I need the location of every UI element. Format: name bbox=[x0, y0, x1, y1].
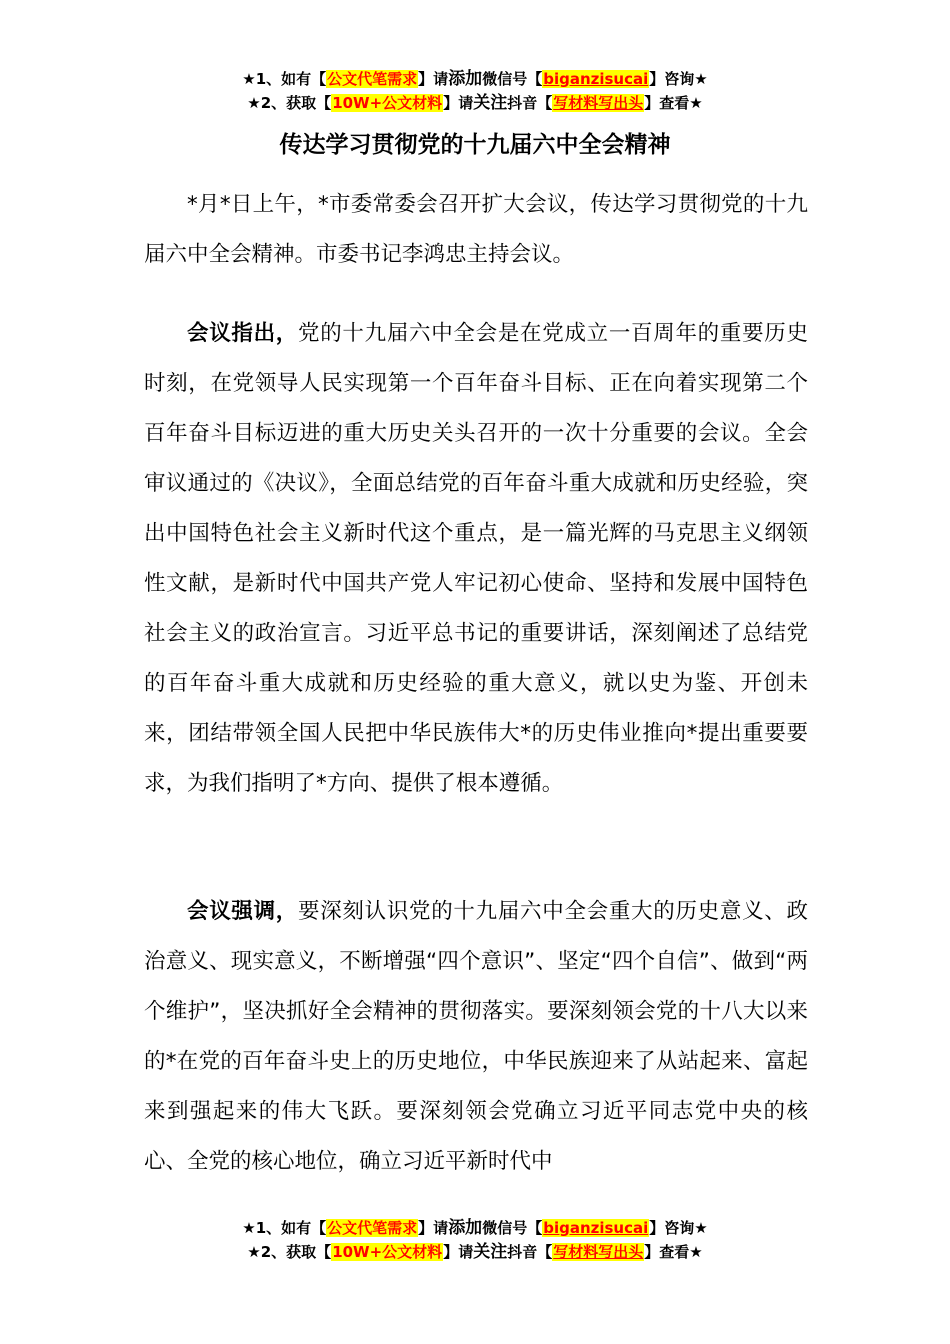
paragraph-1 bbox=[144, 180, 808, 280]
paragraph-text bbox=[144, 309, 808, 809]
paragraph-2 bbox=[144, 309, 808, 809]
banner-text: 】请 bbox=[443, 94, 474, 112]
banner-line-2 bbox=[0, 1240, 950, 1264]
banner-text: 】查看★ bbox=[644, 1243, 703, 1261]
banner-text: 】咨询★ bbox=[649, 1219, 708, 1237]
banner-text: 】查看★ bbox=[644, 94, 703, 112]
banner-text: 】请 bbox=[418, 1219, 449, 1237]
banner-emphasis: 关注 bbox=[473, 93, 508, 113]
banner-emphasis: 添加 bbox=[448, 1218, 483, 1238]
banner-text: ★2、获取【 bbox=[247, 1243, 332, 1261]
banner-emphasis: 关注 bbox=[473, 1242, 508, 1262]
paragraph-body: 要深刻认识党的十九届六中全会重大的历史意义、政治意义、现实意义，不断增强“四个意识”、坚定“四个自信”、做到“两个维护”，坚决抓好全会精神的贯彻落实。要深刻领会党的十八大以来的*在党的百年奋斗史上的历史地位，中华民族迎来了从站起来、富起来到强起来的伟大飞跃。要深刻领会党确立习近平同志党中央的核心、全党的核心地位，确立习近平新时代中 bbox=[144, 899, 808, 1174]
document-title: 传达学习贯彻党的十九届六中全会精神 bbox=[279, 132, 671, 158]
paragraph-body: 党的十九届六中全会是在党成立一百周年的重要历史时刻，在党领导人民实现第一个百年奋斗目标、正在向着实现第二个百年奋斗目标迈进的重大历史关头召开的一次十分重要的会议。全会审议通过的《决议》，全面总结党的百年奋斗重大成就和历史经验，突出中国特色社会主义新时代这个重点，是一篇光辉的马克思主义纲领性文献，是新时代中国共产党人牢记初心使命、坚持和发展中国特色社会主义的政治宣言。习近平总书记的重要讲话，深刻阐述了总结党的百年奋斗重大成就和历史经验的重大意义，就以史为鉴、开创未来，团结带领全国人民把中华民族伟大*的历史伟业推向*提出重要要求，为我们指明了*方向、提供了根本遵循。 bbox=[144, 321, 808, 796]
highlight-douyin-account: 写材料写出头 bbox=[553, 94, 644, 112]
highlight-materials: 10W+公文材料 bbox=[332, 94, 443, 112]
header-banner bbox=[0, 67, 950, 115]
banner-text: ★2、获取【 bbox=[247, 94, 332, 112]
banner-text: 抖音【 bbox=[507, 94, 553, 112]
highlight-wechat-id: biganzisucai bbox=[543, 70, 649, 88]
banner-text: 】请 bbox=[443, 1243, 474, 1261]
banner-text: ★1、如有【 bbox=[242, 1219, 327, 1237]
footer-banner bbox=[0, 1216, 950, 1264]
highlight-service: 公文代笔需求 bbox=[327, 70, 418, 88]
highlight-service: 公文代笔需求 bbox=[327, 1219, 418, 1237]
banner-line-2 bbox=[0, 91, 950, 115]
paragraph-text: *月*日上午，*市委常委会召开扩大会议，传达学习贯彻党的十九届六中全会精神。市委书记李鸿忠主持会议。 bbox=[144, 192, 808, 267]
highlight-wechat-id: biganzisucai bbox=[543, 1219, 649, 1237]
paragraph-3 bbox=[144, 887, 808, 1187]
banner-emphasis: 添加 bbox=[448, 69, 483, 89]
banner-text: 微信号【 bbox=[482, 1219, 543, 1237]
banner-text: 】请 bbox=[418, 70, 449, 88]
highlight-douyin-account: 写材料写出头 bbox=[553, 1243, 644, 1261]
banner-line-1 bbox=[0, 1216, 950, 1240]
paragraph-text bbox=[144, 887, 808, 1187]
banner-text: ★1、如有【 bbox=[242, 70, 327, 88]
banner-line-1 bbox=[0, 67, 950, 91]
paragraph-lead: 会议指出， bbox=[187, 321, 299, 346]
paragraph-lead: 会议强调， bbox=[187, 899, 299, 924]
banner-text: 抖音【 bbox=[507, 1243, 553, 1261]
banner-text: 微信号【 bbox=[482, 70, 543, 88]
banner-text: 】咨询★ bbox=[649, 70, 708, 88]
highlight-materials: 10W+公文材料 bbox=[332, 1243, 443, 1261]
